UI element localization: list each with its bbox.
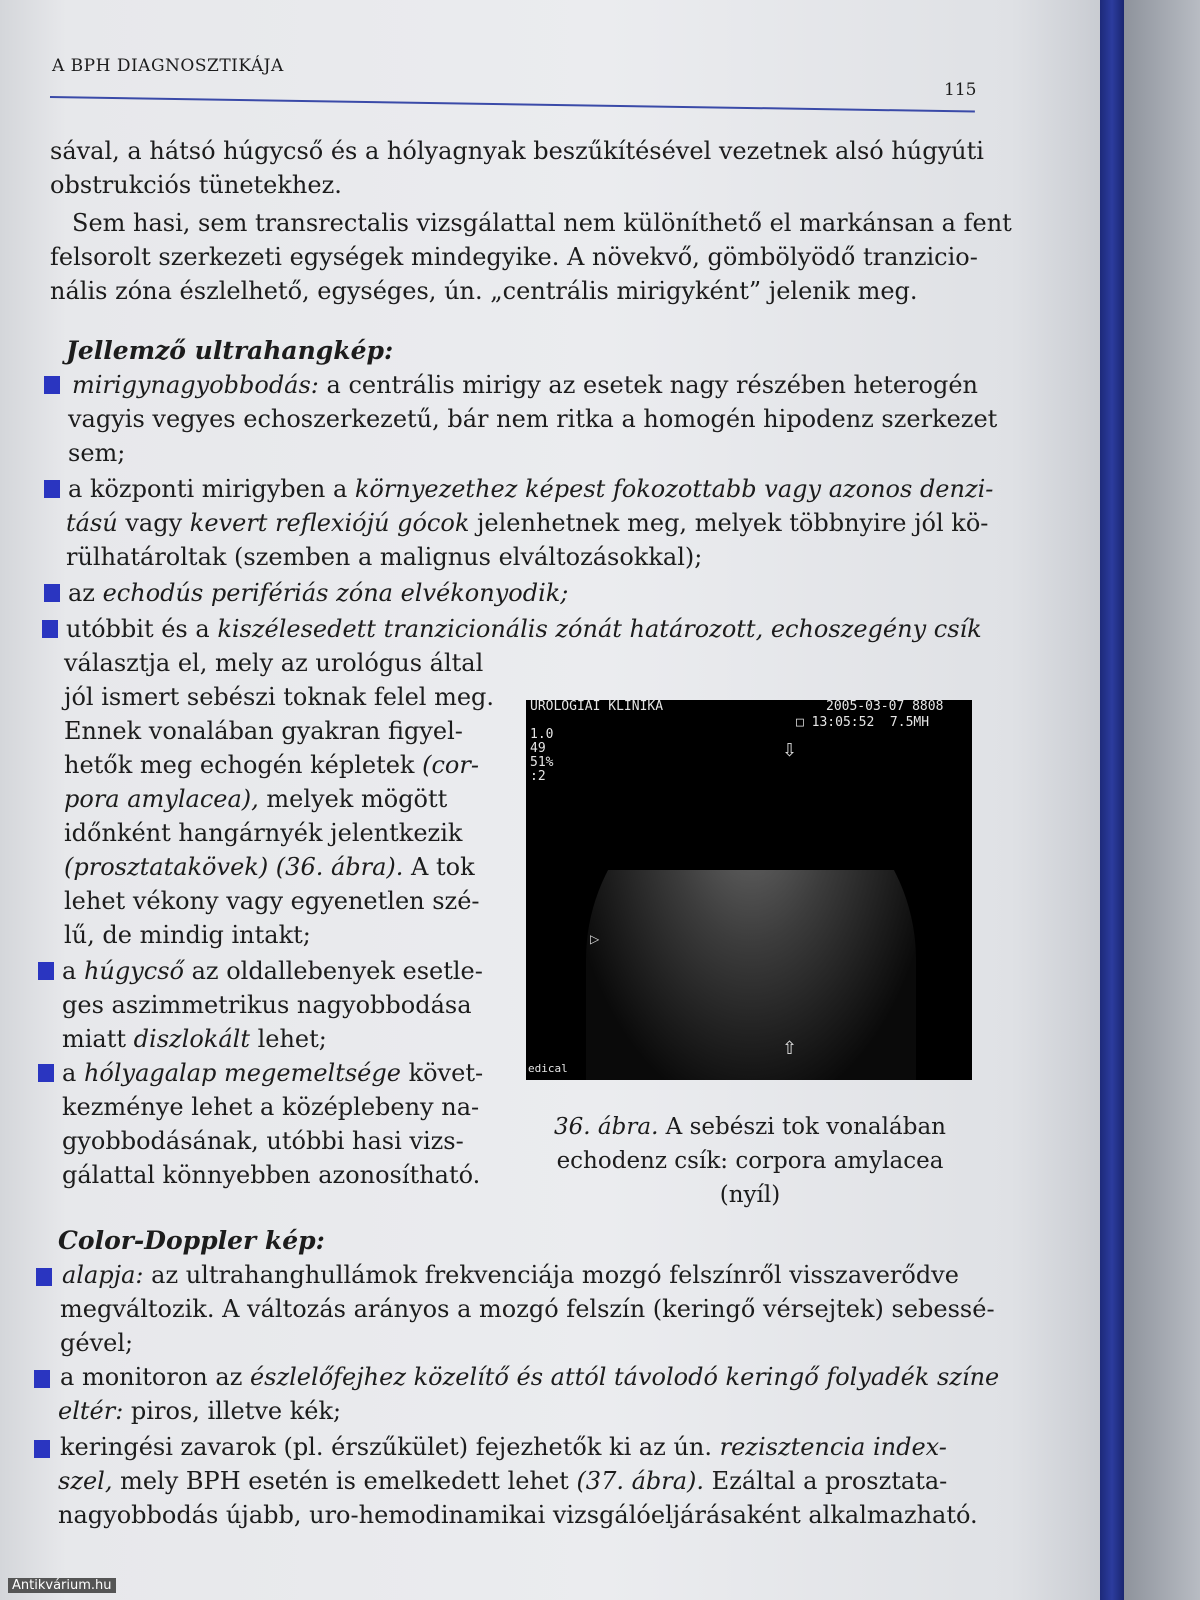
bullet-line: utóbbit és a kiszélesedett tranzicionális zónát határozott, echoszegény csík bbox=[66, 615, 982, 643]
bullet-line: sem; bbox=[68, 439, 126, 467]
bullet-square-icon bbox=[36, 1268, 52, 1286]
bullet-square-icon bbox=[38, 962, 54, 980]
bullet-line: jól ismert sebészi toknak felel meg. bbox=[64, 683, 495, 711]
figure-caption: 36. ábra. A sebészi tok vonalában echodenz csík: corpora amylacea (nyíl) bbox=[554, 1114, 946, 1208]
bullet-line: lehet vékony vagy egyenetlen szé- bbox=[64, 887, 480, 915]
bullet-square-icon bbox=[34, 1370, 50, 1388]
intro-line: nális zóna észlelhető, egységes, ún. „centrális mirigyként” jelenik meg. bbox=[50, 277, 918, 305]
bullet-line: a húgycső az oldallebenyek esetle- bbox=[62, 957, 483, 985]
bullet-line: az echodús perifériás zóna elvékonyodik; bbox=[68, 579, 569, 607]
bullet-line: lű, de mindig intakt; bbox=[64, 921, 311, 949]
ultrasound-clinic-label: UROLOGIAI KLINIKA bbox=[530, 700, 664, 714]
bullet-line: miatt diszlokált lehet; bbox=[62, 1025, 327, 1053]
page-number: 115 bbox=[944, 80, 977, 100]
intro-line: Sem hasi, sem transrectalis vizsgálattal nem különíthető el markánsan a fent bbox=[72, 209, 1012, 237]
intro-line: sával, a hátsó húgycső és a hólyagnyak beszűkítésével vezetnek alsó húgyúti bbox=[50, 137, 984, 165]
bullet-line: megváltozik. A változás arányos a mozgó felszín (keringő vérsejtek) sebessé- bbox=[60, 1295, 995, 1323]
bullet-line: szel, mely BPH esetén is emelkedett lehet (37. ábra). Ezáltal a prosztata- bbox=[58, 1467, 948, 1495]
bullet-line: hetők meg echogén képletek (cor- bbox=[64, 751, 479, 779]
background-edge bbox=[1124, 0, 1200, 1600]
bullet-line: időnként hangárnyék jelentkezik bbox=[64, 819, 463, 847]
bullet-line: a monitoron az észlelőfejhez közelítő és attól távolodó keringő folyadék színe bbox=[60, 1363, 1000, 1391]
bullet-line: keringési zavarok (pl. érszűkület) fejezhetők ki az ún. rezisztencia index- bbox=[60, 1433, 947, 1461]
ultrasound-image bbox=[526, 700, 972, 1080]
bullet-line: gyobbodásának, utóbbi hasi vizs- bbox=[62, 1127, 464, 1155]
bullet-line: (prosztatakövek) (36. ábra). A tok bbox=[64, 853, 475, 881]
intro-line: obstrukciós tünetekhez. bbox=[50, 171, 342, 199]
bullet-line: a hólyagalap megemeltsége követ- bbox=[62, 1059, 484, 1087]
bullet-line: alapja: az ultrahanghullámok frekvenciája mozgó felszínről visszaverődve bbox=[62, 1261, 959, 1289]
bullet-square-icon bbox=[44, 584, 60, 602]
book-spine bbox=[1100, 0, 1124, 1600]
section-heading: Jellemző ultrahangkép: bbox=[66, 336, 394, 365]
bullet-square-icon bbox=[42, 620, 58, 638]
bullet-line: rülhatároltak (szemben a malignus elváltozásokkal); bbox=[66, 543, 703, 571]
ultrasound-time-freq: □ 13:05:52 7.5MH bbox=[796, 715, 930, 730]
marker-triangle-icon: ▷ bbox=[590, 932, 600, 946]
bullet-line: gével; bbox=[60, 1329, 134, 1357]
down-arrow-icon: ⇩ bbox=[782, 740, 798, 761]
ultrasound-params: 1.0 49 51% :2 bbox=[530, 727, 554, 784]
bullet-square-icon bbox=[44, 480, 60, 498]
bullet-line: ges aszimmetrikus nagyobbodása bbox=[62, 991, 472, 1019]
up-arrow-icon: ⇧ bbox=[782, 1038, 798, 1059]
bullet-line: kezménye lehet a középlebeny na- bbox=[62, 1093, 480, 1121]
ultrasound-fan bbox=[586, 780, 916, 1080]
bullet-line: Ennek vonalában gyakran figyel- bbox=[64, 717, 463, 745]
bullet-line: nagyobbodás újabb, uro-hemodinamikai vizsgálóeljárásaként alkalmazható. bbox=[58, 1501, 978, 1529]
bullet-line: a központi mirigyben a környezethez képest fokozottabb vagy azonos denzi- bbox=[68, 475, 994, 503]
bullet-line: eltér: piros, illetve kék; bbox=[58, 1397, 342, 1425]
bullet-square-icon bbox=[44, 376, 60, 394]
bullet-line: vagyis vegyes echoszerkezetű, bár nem ritka a homogén hipodenz szerkezet bbox=[68, 405, 998, 433]
section-heading: Color-Doppler kép: bbox=[58, 1226, 325, 1255]
intro-line: felsorolt szerkezeti egységek mindegyike. A növekvő, gömbölyödő tranzicio- bbox=[50, 243, 978, 271]
bullet-square-icon bbox=[38, 1064, 54, 1082]
ultrasound-corner-label: edical bbox=[528, 1062, 568, 1075]
bullet-square-icon bbox=[34, 1440, 50, 1458]
bullet-line: választja el, mely az urológus által bbox=[64, 649, 484, 677]
bullet-line: mirigynagyobbodás: a centrális mirigy az esetek nagy részében heterogén bbox=[72, 371, 978, 399]
ultrasound-date: 2005-03-07 8808 bbox=[826, 700, 944, 714]
bullet-line: pora amylacea), melyek mögött bbox=[64, 785, 448, 813]
running-header: A BPH DIAGNOSZTIKÁJA bbox=[52, 56, 284, 76]
bullet-line: tású vagy kevert reflexiójú gócok jelenhetnek meg, melyek többnyire jól kö- bbox=[66, 509, 989, 537]
bullet-line: gálattal könnyebben azonosítható. bbox=[62, 1161, 481, 1189]
watermark: Antikvárium.hu bbox=[8, 1578, 116, 1593]
